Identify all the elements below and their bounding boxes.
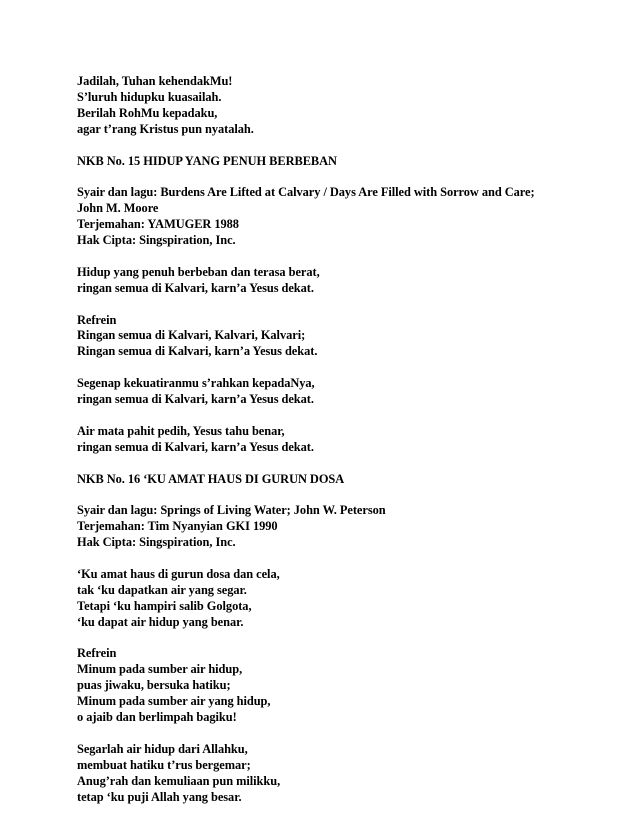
hymn-credits-nkb-15 — [77, 185, 617, 249]
credit-line: Syair dan lagu: Burdens Are Lifted at Calvary / Days Are Filled with Sorrow and Care; — [77, 185, 535, 200]
stanza — [77, 424, 617, 456]
credit-line: Hak Cipta: Singspiration, Inc. — [77, 233, 236, 248]
credit-line: Terjemahan: YAMUGER 1988 — [77, 217, 239, 232]
hymn-title: NKB No. 16 ‘KU AMAT HAUS DI GURUN DOSA — [77, 471, 345, 486]
stanza-closing-verse — [77, 74, 617, 138]
text-line: Air mata pahit pedih, Yesus tahu benar, — [77, 423, 285, 438]
refrain-label: Refrein — [77, 312, 117, 327]
text-line: puas jiwaku, bersuka hatiku; — [77, 678, 231, 693]
text-line: Ringan semua di Kalvari, Kalvari, Kalvari; — [77, 328, 306, 343]
text-line: Jadilah, Tuhan kehendakMu! — [77, 74, 233, 88]
hymn-credits-nkb-16 — [77, 503, 617, 551]
text-line: ringan semua di Kalvari, karn’a Yesus dekat. — [77, 439, 314, 454]
credit-line: Terjemahan: Tim Nyanyian GKI 1990 — [77, 519, 278, 534]
text-line: Segenap kekuatiranmu s’rahkan kepadaNya, — [77, 376, 315, 391]
stanza — [77, 265, 617, 297]
refrain-label: Refrein — [77, 646, 117, 661]
hymn-title: NKB No. 15 HIDUP YANG PENUH BERBEBAN — [77, 153, 337, 168]
stanza — [77, 742, 617, 806]
text-line: ringan semua di Kalvari, karn’a Yesus dekat. — [77, 392, 314, 407]
text-line: S’luruh hidupku kuasailah. — [77, 89, 222, 104]
hymn-title-nkb-16 — [77, 472, 617, 488]
refrain — [77, 646, 617, 726]
text-line: Minum pada sumber air hidup, — [77, 662, 243, 677]
text-line: Minum pada sumber air yang hidup, — [77, 694, 271, 709]
text-line: Tetapi ‘ku hampiri salib Golgota, — [77, 598, 252, 613]
credit-line: John M. Moore — [77, 201, 159, 216]
text-line: membuat hatiku t’rus bergemar; — [77, 757, 251, 772]
text-line: Berilah RohMu kepadaku, — [77, 105, 218, 120]
text-line: Ringan semua di Kalvari, karn’a Yesus dekat. — [77, 344, 318, 359]
refrain — [77, 313, 617, 361]
text-line: Anug’rah dan kemuliaan pun milikku, — [77, 773, 281, 788]
text-line: Segarlah air hidup dari Allahku, — [77, 741, 248, 756]
text-line: ringan semua di Kalvari, karn’a Yesus dekat. — [77, 280, 314, 295]
credit-line: Hak Cipta: Singspiration, Inc. — [77, 535, 236, 550]
text-line: ‘Ku amat haus di gurun dosa dan cela, — [77, 566, 280, 581]
text-line: tak ‘ku dapatkan air yang segar. — [77, 582, 247, 597]
stanza — [77, 376, 617, 408]
hymn-title-nkb-15 — [77, 154, 617, 170]
credit-line: Syair dan lagu: Springs of Living Water; John W. Peterson — [77, 503, 386, 518]
text-line: Hidup yang penuh berbeban dan terasa berat, — [77, 264, 320, 279]
stanza — [77, 567, 617, 631]
document-body — [77, 74, 617, 821]
text-line: ‘ku dapat air hidup yang benar. — [77, 614, 244, 629]
text-line: tetap ‘ku puji Allah yang besar. — [77, 789, 242, 804]
text-line: agar t’rang Kristus pun nyatalah. — [77, 121, 254, 136]
text-line: o ajaib dan berlimpah bagiku! — [77, 710, 237, 725]
